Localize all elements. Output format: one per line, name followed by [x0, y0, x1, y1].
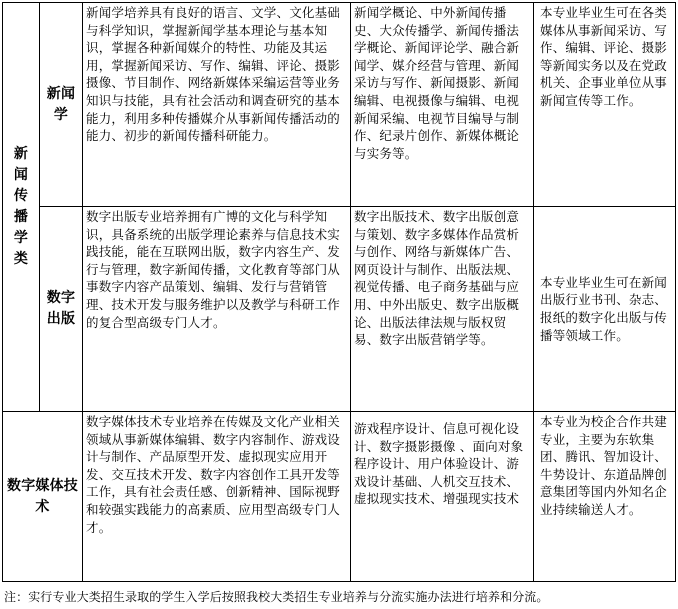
employment-cell: 本专业毕业生可在新闻出版行业书刊、杂志、报纸的数字化出版与传播等领域工作。	[534, 207, 676, 412]
footnote: 注：实行专业大类招生录取的学生入学后按照我校大类招生专业培养与分流实施办法进行培养和分流。	[4, 590, 549, 604]
table-row	[3, 207, 676, 412]
employment-cell: 本专业为校企合作共建专业，主要为东软集团、腾讯、智加设计、牛势设计、东道品牌创意集团等国内外知名企业持续输送人才。	[534, 412, 676, 582]
major-name: 数字出版	[46, 290, 76, 327]
major-cell	[3, 412, 83, 582]
major-cell	[40, 207, 83, 412]
major-cell	[40, 3, 83, 207]
table-row	[3, 412, 676, 582]
major-name: 新闻学	[46, 85, 76, 123]
majors-table	[2, 2, 676, 582]
training-goal-cell: 数字媒体技术专业培养在传媒及文化产业相关领域从事新媒体编辑、数字内容制作、游戏设计与制作、产品原型开发、虚拟现实应用开发、交互技术开发、数字内容创作工具开发等工作，具有社会责任感、创新精神、国际视野和较强实践能力的高素质、应用型高级专门人才。	[83, 412, 351, 582]
courses-cell: 数字出版技术、数字出版创意与策划、数字多媒体作品赏析与创作、网络与新媒体广告、网页设计与制作、出版法规、视觉传播、电子商务基础与应用、中外出版史、数字出版概论、出版法律法规与版权贸易、数字出版营销学等。	[351, 207, 534, 412]
category-cell	[3, 3, 40, 412]
employment-cell: 本专业毕业生可在各类媒体从事新闻采访、写作、编辑、评论、摄影等新闻实务以及在党政机关、企事业单位从事新闻宣传等工作。	[534, 3, 676, 207]
table-row	[3, 3, 676, 207]
major-name: 数字媒体技术	[7, 477, 78, 515]
courses-cell: 新闻学概论、中外新闻传播史、大众传播学、新闻传播法学概论、新闻评论学、融合新闻学、媒介经营与管理、新闻采访与写作、新闻摄影、新闻编辑、电视摄像与编辑、电视新闻采编、电视节目编导与制作、纪录片创作、新媒体概论与实务等。	[351, 3, 534, 207]
training-goal-cell: 数字出版专业培养拥有广博的文化与科学知识，具备系统的出版学理论素养与信息技术实践技能，能在互联网出版，数字内容生产、发行与管理，数字新闻传播，文化教育等部门从事数字内容产品策划、编辑、发行与营销管理、技术开发与服务维护以及教学与科研工作的复合型高级专门人才。	[83, 207, 351, 412]
training-goal-cell: 新闻学培养具有良好的语言、文学、文化基础与科学知识，掌握新闻学基本理论与基本知识，掌握各种新闻媒介的特性、功能及其运用，掌握新闻采访、写作、编辑、评论、摄影摄像、节目制作、网络新媒体采编运营等业务知识与技能，具有社会活动和调查研究的基本能力，利用多种传播媒介从事新闻传播活动的能力、初步的新闻传播科研能力。	[83, 3, 351, 207]
category-label: 新闻传播学类	[13, 146, 29, 267]
courses-cell: 游戏程序设计、信息可视化设计、数字摄影摄像 、面向对象程序设计、用户体验设计、游戏设计基础、人机交互技术、虚拟现实技术、增强现实技术	[351, 412, 534, 582]
